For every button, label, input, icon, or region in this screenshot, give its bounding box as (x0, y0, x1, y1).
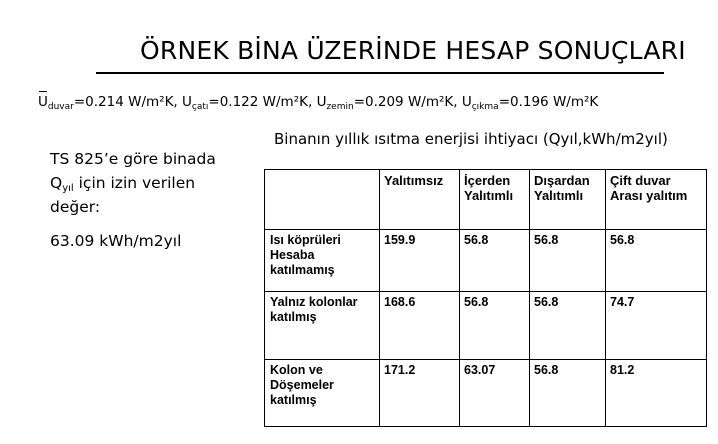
table-header-row (265, 170, 707, 230)
limit-text-line3: değer: (50, 198, 101, 216)
row-label: Isı köprüleri Hesaba katılmamış (265, 230, 380, 292)
table-cell: 159.9 (380, 230, 460, 292)
table-cell: 56.8 (530, 230, 606, 292)
limit-value: 63.09 kWh/m2yıl (50, 232, 182, 250)
limit-text-line1: TS 825’e göre binada (50, 150, 216, 168)
limit-text-line2 (50, 174, 195, 194)
u-symbol: U (461, 94, 472, 110)
header-cell-icerden: İçerden Yalıtımlı (460, 170, 530, 230)
header-cell-cift-duvar: Çift duvar Arası yalıtım (606, 170, 707, 230)
row-label: Kolon ve Döşemeler katılmış (265, 360, 380, 427)
table-cell: 81.2 (606, 360, 707, 427)
limit-text-rest: için izin verilen (73, 174, 196, 192)
u-subscript: zemin (326, 102, 354, 112)
u-cati (182, 94, 317, 110)
u-values-line (38, 94, 598, 112)
u-subscript: duvar (47, 102, 74, 112)
table-cell: 74.7 (606, 292, 707, 360)
u-symbol: U (38, 94, 48, 110)
row-label: Yalnız kolonlar katılmış (265, 292, 380, 360)
table-cell: 63.07 (460, 360, 530, 427)
table-cell: 56.8 (530, 292, 606, 360)
table-row (265, 230, 707, 292)
u-subscript: çatı (191, 102, 209, 112)
table-cell: 56.8 (530, 360, 606, 427)
header-cell-disardan: Dışardan Yalıtımlı (530, 170, 606, 230)
table-subtitle: Binanın yıllık ısıtma enerjisi ihtiyacı (Qyıl,kWh/m2yıl) (274, 130, 668, 148)
u-value: =0.122 W/m²K, (208, 94, 317, 110)
u-symbol: U (316, 94, 327, 110)
table-row (265, 360, 707, 427)
table-cell: 56.8 (460, 230, 530, 292)
u-value: =0.196 W/m²K (498, 94, 599, 110)
q-symbol: Q (50, 174, 63, 192)
title-underline (96, 72, 664, 74)
page-title: ÖRNEK BİNA ÜZERİNDE HESAP SONUÇLARI (140, 36, 686, 65)
u-duvar (38, 94, 182, 110)
header-cell-empty (265, 170, 380, 230)
table-cell: 171.2 (380, 360, 460, 427)
table-row (265, 292, 707, 360)
q-subscript: yıl (62, 183, 74, 194)
u-value: =0.209 W/m²K, (353, 94, 462, 110)
u-symbol: U (182, 94, 192, 110)
u-value: =0.214 W/m²K, (73, 94, 183, 110)
u-subscript: çıkma (471, 102, 499, 112)
table-cell: 168.6 (380, 292, 460, 360)
table-cell: 56.8 (606, 230, 707, 292)
u-cikma (462, 94, 598, 110)
table-cell: 56.8 (460, 292, 530, 360)
u-zemin (317, 94, 462, 110)
results-table (264, 169, 707, 427)
header-cell-yalitimsiz: Yalıtımsız (380, 170, 460, 230)
